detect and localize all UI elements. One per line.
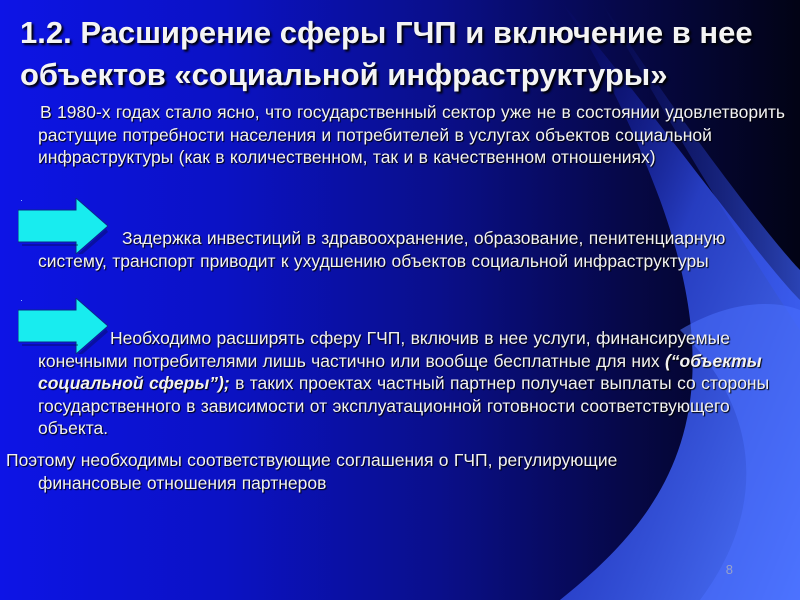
paragraph-expand-ppp-continuation: в таких проектах частный партнер получает выплаты со стороны государственного в зависимости от эксплуатационной готовности соответствующего объекта.: [38, 373, 770, 438]
paragraph-investment-delay: Задержка инвестиций в здравоохранение, образование, пенитенциарную систему, транспорт приводит к ухудшению объектов социальной инфраструктуры: [38, 228, 726, 271]
social-sphere-emphasis: (“объекты социальной сферы”);: [38, 350, 762, 393]
conclusion-line-2: финансовые отношения партнеров: [38, 472, 327, 493]
slide-title: 1.2. Расширение сферы ГЧП и включение в нее объектов «социальной инфраструктуры»: [20, 15, 753, 92]
bullet-marker: ·: [20, 295, 23, 305]
bullet-marker: ·: [20, 195, 23, 205]
paragraph-expand-ppp: [38, 327, 790, 440]
slide-number: 8: [725, 562, 733, 577]
paragraph-conclusion: [6, 449, 786, 494]
paragraph-expand-ppp-text: Необходимо расширять сферу ГЧП, включив в нее услуги, финансируемые конечными потребителями лишь частично или вообще бесплатные для них: [38, 328, 730, 371]
conclusion-line-1: Поэтому необходимы соответствующие соглашения о ГЧП, регулирующие: [6, 450, 618, 470]
paragraph-intro: В 1980-х годах стало ясно, что государственный сектор уже не в состоянии удовлетворить растущие потребности населения и потребителей в услугах объектов социальной инфраструктуры (как в количественном, так и в качественном отношениях): [38, 102, 785, 167]
